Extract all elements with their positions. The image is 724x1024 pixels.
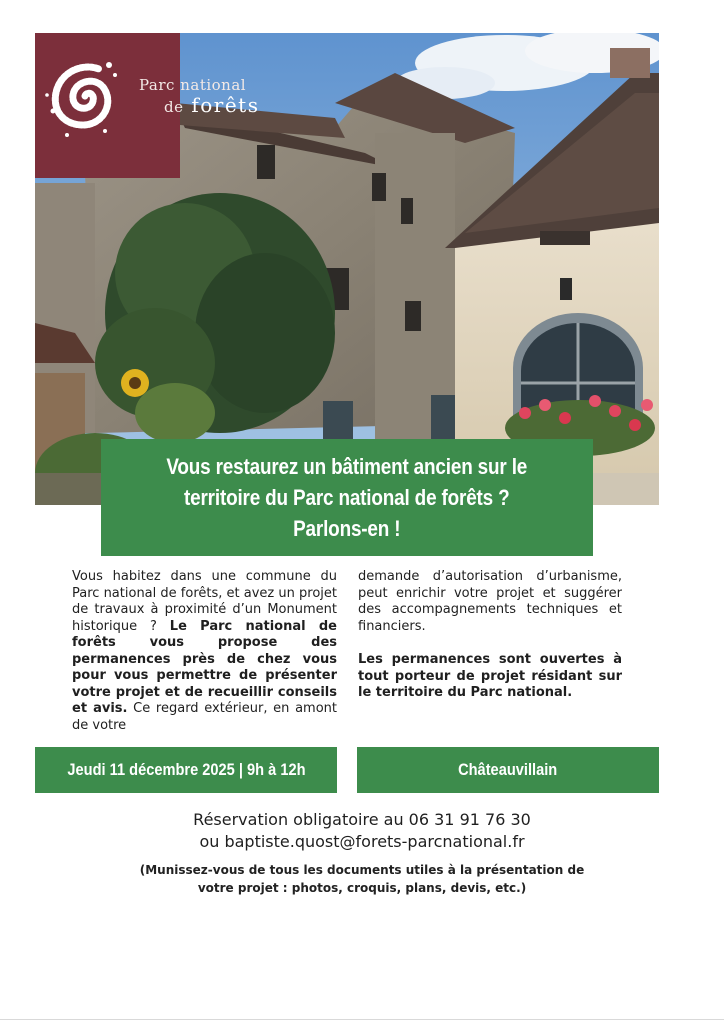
event-date-bar xyxy=(35,747,337,793)
logo-word-de: de xyxy=(164,98,184,116)
reservation-email: ou baptiste.quost@forets-parcnational.fr xyxy=(199,832,525,851)
logo-text-line1 xyxy=(139,76,246,94)
event-place-bar xyxy=(357,747,659,793)
headline-line3: Parlons-en ! xyxy=(293,516,401,541)
body-left-outro: Ce regard extérieur, en amont de votre xyxy=(72,701,337,733)
body-right-highlight: Les permanences sont ouvertes à tout porteur de projet résidant sur le territoire du Parc national. xyxy=(358,652,622,700)
contact-block xyxy=(35,809,689,853)
body-left-highlight: Le Parc national de forêts vous propose des permanences près de chez vous pour vous permettre de présenter votre projet et de recueillir conseils et avis. xyxy=(72,618,337,716)
body-left-paragraph xyxy=(72,569,337,734)
logo-word-forets: forêts xyxy=(191,93,260,117)
logo-word-national: national xyxy=(180,76,247,94)
documents-note-line1: (Munissez-vous de tous les documents utiles à la présentation de xyxy=(139,863,585,877)
logo-text-line2 xyxy=(164,93,259,117)
body-right-paragraph1: demande d’autorisation d’urbanisme, peut enrichir votre projet et suggérer des accompagnements techniques et financiers. xyxy=(358,569,622,634)
park-logo xyxy=(35,33,260,178)
documents-note xyxy=(35,861,689,897)
reservation-phone: Réservation obligatoire au 06 31 91 76 30 xyxy=(193,810,531,829)
logo-word-parc: Parc xyxy=(139,76,175,94)
page-edge-line xyxy=(0,1019,724,1020)
body-right-column xyxy=(358,569,622,702)
event-place: Châteauvillain xyxy=(458,760,558,779)
headline-line1: Vous restaurez un bâtiment ancien sur le xyxy=(166,454,528,479)
body-left-intro: Vous habitez dans une commune du Parc national de forêts, et avez un projet de travaux à proximité d’un Monument historique ? xyxy=(72,569,337,634)
body-right-paragraph2 xyxy=(358,652,622,702)
headline-text xyxy=(167,451,528,544)
headline-banner xyxy=(101,439,593,556)
event-date: Jeudi 11 décembre 2025 | 9h à 12h xyxy=(66,760,306,779)
headline-line2: territoire du Parc national de forêts ? xyxy=(184,485,510,510)
swirl-spiral-icon xyxy=(43,51,127,141)
documents-note-line2: votre projet : photos, croquis, plans, devis, etc.) xyxy=(197,881,527,895)
body-left-column xyxy=(72,569,337,734)
